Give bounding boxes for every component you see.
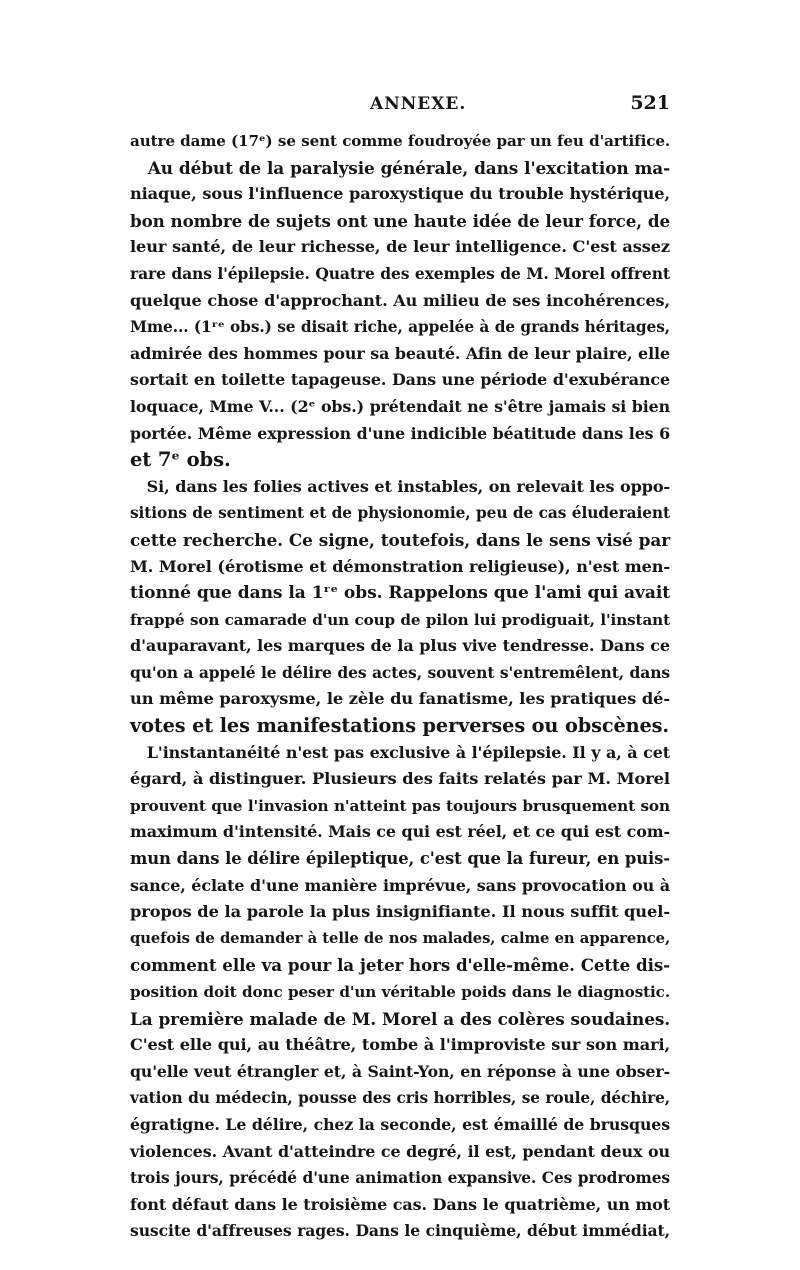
text-line: Si, dans les folies actives et instables, on relevait les oppo- [130,476,670,496]
text-line: La première malade de M. Morel a des colères soudaines. [130,1008,670,1029]
text-line: égratigne. Le délire, chez la seconde, est émaillé de brusques [130,1114,670,1134]
text-line: tionné que dans la 1ʳᵉ obs. Rappelons que l'ami qui avait [130,583,670,604]
text-line: prouvent que l'invasion n'atteint pas toujours brusquement son [130,796,670,815]
text-line: frappé son camarade d'un coup de pilon lui prodiguait, l'instant [130,610,670,629]
text-line: portée. Même expression d'une indicible béatitude dans les 6 [130,423,670,443]
text-line: comment elle va pour la jeter hors d'elle-même. Cette dis- [130,955,670,976]
text-line: et 7ᵉ obs. [130,448,231,472]
text-line: mun dans le délire épileptique, c'est que la fureur, en puis- [130,849,670,869]
body-text [130,128,670,1245]
text-line: qu'elle veut étrangler et, à Saint-Yon, en réponse à une obser- [130,1061,670,1081]
text-line: maximum d'intensité. Mais ce qui est réel, et ce qui est com- [130,822,670,842]
text-line: admirée des hommes pour sa beauté. Afin de leur plaire, elle [130,343,670,363]
text-line: un même paroxysme, le zèle du fanatisme, les pratiques dé- [130,689,670,709]
text-line: niaque, sous l'influence paroxystique du trouble hystérique, [130,184,670,204]
text-line: sance, éclate d'une manière imprévue, sans provocation ou à [130,875,670,895]
text-line: cette recherche. Ce signe, toutefois, dans le sens visé par [130,529,670,550]
running-head [130,94,670,118]
text-line: autre dame (17ᵉ) se sent comme foudroyée par un feu d'artifice. [130,132,670,150]
text-line: propos de la parole la plus insignifiante. Il nous suffit quel- [130,902,670,922]
text-line: quefois de demander à telle de nos malades, calme en apparence, [130,929,670,947]
text-line: sortait en toilette tapageuse. Dans une période d'exubérance [130,370,670,390]
text-line: rare dans l'épilepsie. Quatre des exemples de M. Morel offrent [130,263,670,283]
text-line: votes et les manifestations perverses ou obscènes. [130,714,670,738]
text-line: Au début de la paralysie générale, dans l'excitation ma- [130,157,670,178]
text-line: leur santé, de leur richesse, de leur intelligence. C'est assez [130,237,670,257]
text-line: Mme... (1ʳᵉ obs.) se disait riche, appelée à de grands héritages, [130,318,670,337]
text-line: M. Morel (érotisme et démonstration religieuse), n'est men- [130,556,670,576]
text-line: quelque chose d'approchant. Au milieu de ses incohérences, [130,290,670,310]
text-line: bon nombre de sujets ont une haute idée de leur force, de [130,210,670,231]
text-line: font défaut dans le troisième cas. Dans le quatrième, un mot [130,1194,670,1214]
text-line: d'auparavant, les marques de la plus vive tendresse. Dans ce [130,636,670,656]
text-line: égard, à distinguer. Plusieurs des faits relatés par M. Morel [130,769,670,789]
text-line: loquace, Mme V... (2ᵉ obs.) prétendait ne s'être jamais si bien [130,396,670,416]
text-line: violences. Avant d'atteindre ce degré, il est, pendant deux ou [130,1141,670,1161]
running-title: ANNEXE. [370,94,467,114]
text-line: L'instantanéité n'est pas exclusive à l'épilepsie. Il y a, à cet [130,742,670,762]
text-line: trois jours, précédé d'une animation expansive. Ces prodromes [130,1169,670,1188]
text-line: suscite d'affreuses rages. Dans le cinquième, début immédiat, [130,1221,670,1241]
text-line: C'est elle qui, au théâtre, tombe à l'improviste sur son mari, [130,1035,670,1055]
text-line: vation du médecin, pousse des cris horribles, se roule, déchire, [130,1089,670,1108]
page-number: 521 [630,92,670,114]
text-line: qu'on a appelé le délire des actes, souvent s'entremêlent, dans [130,662,670,682]
text-line: position doit donc peser d'un véritable poids dans le diagnostic. [130,983,670,1001]
text-line: sitions de sentiment et de physionomie, peu de cas éluderaient [130,504,670,523]
